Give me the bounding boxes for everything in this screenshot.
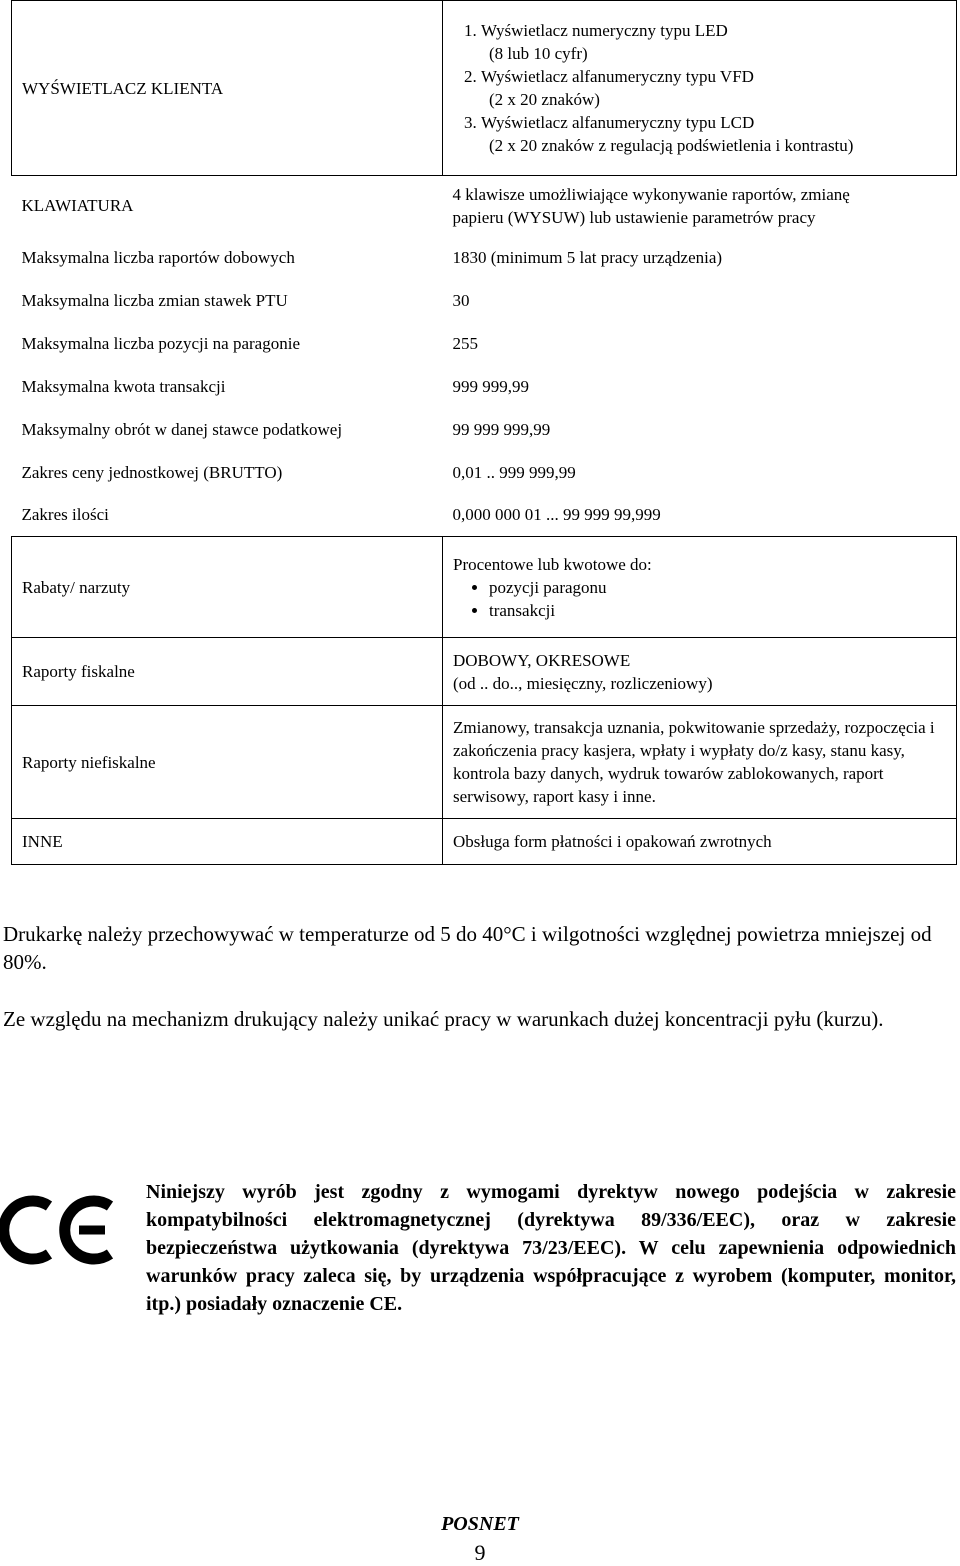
ce-statement: Niniejszy wyrób jest zgodny z wymogami dyrektyw nowego podejścia w zakresie kompatybilności elektromagnetycznej (dyrektywa 89/336/EEC), oraz w zakresie bezpieczeństwa użytkowania (dyrektywa 73/23/EEC). W celu zapewnienia odpowiednich warunków pracy zaleca się, by urządzenia współpracujące z wyrobem (komputer, monitor, itp.) posiadały oznaczenie CE. [146,1181,956,1315]
dust-note: Ze względu na mechanizm drukujący należy unikać pracy w warunkach dużej koncentracji pyłu (kurzu). [3,1007,884,1031]
row-other [12,819,957,865]
display-option: 1. Wyświetlacz numeryczny typu LED (8 lub 10 cyfr) [481,19,950,65]
value-max-turnover: 99 999 999,99 [452,419,551,439]
row-max-ptu-changes [12,279,957,322]
value-quantity-range: 0,000 000 01 ... 99 999 99,999 [452,505,661,525]
label-max-turnover: Maksymalny obrót w danej stawce podatkowej [21,419,343,439]
row-customer-display [12,1,957,176]
label-max-transaction: Maksymalna kwota transakcji [21,376,226,396]
label-customer-display: WYŚWIETLACZ KLIENTA [12,1,443,176]
display-option: 2. Wyświetlacz alfanumeryczny typu VFD (2 x 20 znaków) [481,65,950,111]
value-nonfiscal-reports: Zmianowy, transakcja uznania, pokwitowanie sprzedaży, rozpoczęcia i zakończenia pracy kasjera, wpłaty i wypłaty do/z kasy, stanu kasy, kontrola bazy danych, wydruk towarów zablokowanych, raport serwisowy, raport kasy i inne. [443,706,957,819]
row-nonfiscal-reports [12,706,957,819]
value-max-transaction: 999 999,99 [452,376,529,396]
footer-brand: POSNET [441,1513,519,1535]
value-unit-price-range: 0,01 .. 999 999,99 [452,462,576,482]
value-max-receipt-items: 255 [452,333,478,353]
discounts-list [453,576,950,622]
value-keyboard: 4 klawisze umożliwiające wykonywanie raportów, zmianę papieru (WYSUW) lub ustawienie parametrów pracy [452,184,850,227]
discount-target: • transakcji [489,599,950,622]
ce-mark-icon [0,1188,120,1272]
row-fiscal-reports [12,638,957,706]
label-other: INNE [12,819,443,865]
row-unit-price-range [12,451,957,494]
row-max-transaction [12,365,957,408]
label-discounts: Rabaty/ narzuty [12,537,443,638]
display-options-list [453,19,950,157]
label-max-ptu-changes: Maksymalna liczba zmian stawek PTU [21,290,288,310]
label-max-receipt-items: Maksymalna liczba pozycji na paragonie [21,333,300,353]
label-fiscal-reports: Raporty fiskalne [12,638,443,706]
discounts-intro: Procentowe lub kwotowe do: [453,554,652,574]
label-keyboard: KLAWIATURA [21,196,134,216]
label-unit-price-range: Zakres ceny jednostkowej (BRUTTO) [21,462,283,482]
storage-note: Drukarkę należy przechowywać w temperaturze od 5 do 40°C i wilgotności względnej powietrza mniejszej od 80%. [3,922,932,974]
label-quantity-range: Zakres ilości [21,505,109,525]
value-max-ptu-changes: 30 [452,290,470,310]
row-quantity-range [12,494,957,537]
value-other: Obsługa form płatności i opakowań zwrotnych [443,819,957,865]
value-fiscal-reports: DOBOWY, OKRESOWE (od .. do.., miesięczny, rozliczeniowy) [443,638,957,706]
page-number: 9 [474,1540,486,1565]
label-max-daily-reports: Maksymalna liczba raportów dobowych [21,247,295,267]
value-customer-display [443,1,957,176]
specifications-table [11,0,957,865]
value-discounts [443,537,957,638]
discount-target: • pozycji paragonu [489,576,950,599]
row-discounts [12,537,957,638]
row-keyboard [12,176,957,236]
row-max-daily-reports [12,236,957,279]
row-max-receipt-items [12,322,957,365]
row-max-turnover [12,408,957,451]
label-nonfiscal-reports: Raporty niefiskalne [12,706,443,819]
display-option: 3. Wyświetlacz alfanumeryczny typu LCD (2 x 20 znaków z regulacją podświetlenia i kontrastu) [481,111,950,157]
value-max-daily-reports: 1830 (minimum 5 lat pracy urządzenia) [452,247,723,267]
